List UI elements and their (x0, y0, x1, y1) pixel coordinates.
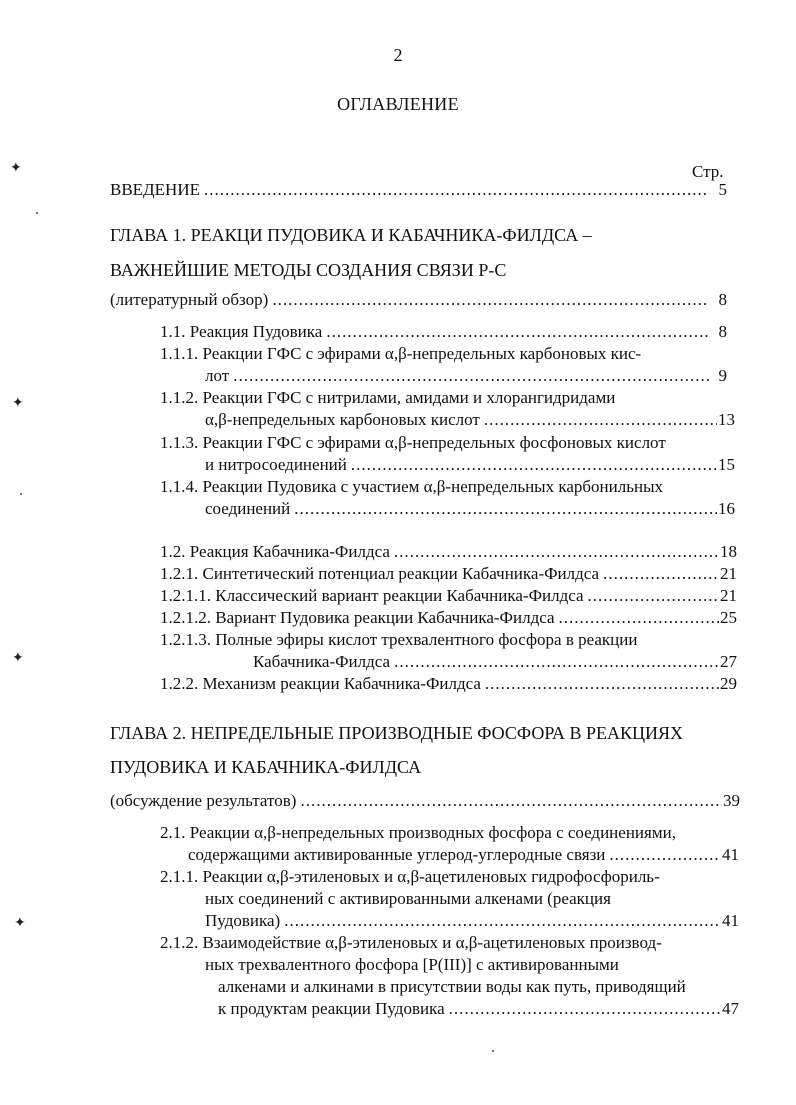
toc-entry-page: 8 (718, 290, 727, 309)
toc-entry-1-2[interactable] (160, 542, 737, 562)
page-column-header: Стр. (692, 162, 724, 181)
leader-dots (347, 455, 717, 475)
toc-entry-2-1-1-label[interactable]: 2.1.1. Реакции α,β-этиленовых и α,β-ацетиленовых гидрофосфориль- (160, 867, 660, 886)
toc-entry-page: 5 (718, 180, 727, 199)
toc-entry-2-1-cont[interactable] (188, 845, 739, 865)
toc-entry-1-1-1-cont[interactable] (205, 366, 727, 386)
toc-entry-2-1-2-mid1: ных трехвалентного фосфора [P(III)] с активированными (205, 955, 619, 974)
toc-entry-page: 9 (718, 366, 727, 385)
toc-entry-label: соединений (205, 499, 291, 518)
toc-entry-1-1-2-cont[interactable] (205, 410, 735, 430)
toc-entry-intro[interactable] (110, 180, 727, 200)
scan-mark-icon: ✦ (12, 396, 24, 411)
leader-dots (599, 564, 719, 584)
toc-entry-page: 15 (718, 455, 735, 474)
leader-dots (445, 999, 721, 1019)
toc-entry-1-2-1-2[interactable] (160, 608, 737, 628)
toc-entry-1-1-4-label[interactable]: 1.1.4. Реакции Пудовика с участием α,β-непредельных карбонильных (160, 477, 664, 496)
toc-entry-1-1-3-cont[interactable] (205, 455, 735, 475)
toc-entry-2-1-label[interactable]: 2.1. Реакции α,β-непредельных производных фосфора с соединениями, (160, 823, 676, 842)
toc-entry-label: (обсуждение результатов) (110, 791, 297, 810)
leader-dots (200, 180, 709, 200)
toc-entry-1-1-1-label[interactable]: 1.1.1. Реакции ГФС с эфирами α,β-непредельных карбоновых кис- (160, 344, 642, 363)
toc-entry-page: 41 (722, 845, 739, 864)
toc-entry-1-2-2[interactable] (160, 674, 737, 694)
toc-entry-page: 8 (718, 322, 727, 341)
leader-dots (390, 542, 719, 562)
toc-entry-2-1-1-cont[interactable] (205, 911, 739, 931)
chapter2-heading-line2[interactable]: ПУДОВИКА И КАБАЧНИКА-ФИЛДСА (110, 757, 422, 777)
scan-mark-icon: ✦ (10, 161, 22, 176)
toc-entry-1-2-1[interactable] (160, 564, 737, 584)
page-number: 2 (393, 45, 403, 65)
chapter2-heading-line1[interactable]: ГЛАВА 2. НЕПРЕДЕЛЬНЫЕ ПРОИЗВОДНЫЕ ФОСФОРА В РЕАКЦИЯХ (110, 723, 684, 743)
toc-entry-1-2-1-1[interactable] (160, 586, 737, 606)
toc-entry-1-2-1-3-label[interactable]: 1.2.1.3. Полные эфиры кислот трехвалентного фосфора в реакции (160, 630, 638, 649)
toc-entry-1-1-4-cont[interactable] (205, 499, 735, 519)
toc-entry-label: к продуктам реакции Пудовика (218, 999, 445, 1018)
chapter1-heading-line1[interactable]: ГЛАВА 1. РЕАКЦИ ПУДОВИКА И КАБАЧНИКА-ФИЛДСА – (110, 225, 592, 245)
toc-entry-label: содержащими активированные углерод-углеродные связи (188, 845, 606, 864)
leader-dots (584, 586, 719, 606)
chapter1-heading-line2[interactable]: ВАЖНЕЙШИЕ МЕТОДЫ СОЗДАНИЯ СВЯЗИ Р-С (110, 260, 507, 280)
toc-entry-1-1-3-label[interactable]: 1.1.3. Реакции ГФС с эфирами α,β-непредельных фосфоновых кислот (160, 433, 666, 452)
toc-entry-2-1-2-mid2: алкенами и алкинами в присутствии воды как путь, приводящий (218, 977, 686, 996)
toc-entry-page: 41 (722, 911, 739, 930)
toc-entry-page: 21 (720, 564, 737, 583)
page-title: ОГЛАВЛЕНИЕ (337, 94, 459, 114)
scan-mark-icon: ✦ (14, 916, 26, 931)
toc-entry-label: 1.2.1.2. Вариант Пудовика реакции Кабачника-Филдса (160, 608, 555, 627)
toc-entry-page: 21 (720, 586, 737, 605)
toc-entry-page: 39 (723, 791, 740, 810)
scan-speck (36, 212, 38, 214)
scan-mark-icon: ✦ (12, 651, 24, 666)
toc-entry-2-1-1-mid: ных соединений с активированными алкенами (реакция (205, 889, 611, 908)
toc-entry-label: Пудовика) (205, 911, 281, 930)
leader-dots (605, 845, 721, 865)
toc-entry-page: 18 (720, 542, 737, 561)
toc-entry-2-1-2-label[interactable]: 2.1.2. Взаимодействие α,β-этиленовых и α,β-ацетиленовых производ- (160, 933, 662, 952)
toc-entry-label: 1.2. Реакция Кабачника-Филдса (160, 542, 390, 561)
toc-entry-chapter2-discussion[interactable] (110, 791, 740, 811)
toc-entry-page: 13 (718, 410, 735, 429)
toc-entry-page: 27 (720, 652, 737, 671)
toc-entry-label: и нитросоединений (205, 455, 347, 474)
leader-dots (280, 911, 721, 931)
toc-entry-1-2-1-3-cont[interactable] (253, 652, 737, 672)
leader-dots (481, 674, 719, 694)
toc-entry-page: 16 (718, 499, 735, 518)
toc-entry-page: 25 (720, 608, 737, 627)
toc-entry-label: Кабачника-Филдса (253, 652, 391, 671)
scan-speck (492, 1050, 494, 1052)
toc-entry-label: лот (205, 366, 230, 385)
toc-entry-page: 29 (720, 674, 737, 693)
leader-dots (268, 290, 709, 310)
toc-entry-label: (литературный обзор) (110, 290, 269, 309)
toc-entry-page: 47 (722, 999, 739, 1018)
toc-entry-1-1-2-label[interactable]: 1.1.2. Реакции ГФС с нитрилами, амидами и хлорангидридами (160, 388, 616, 407)
leader-dots (290, 499, 717, 519)
toc-entry-label: 1.2.1.1. Классический вариант реакции Кабачника-Филдса (160, 586, 584, 605)
toc-entry-label: ВВЕДЕНИЕ (110, 180, 200, 199)
toc-entry-label: 1.1. Реакция Пудовика (160, 322, 323, 341)
toc-entry-2-1-2-cont[interactable] (218, 999, 739, 1019)
scan-speck (20, 493, 22, 495)
leader-dots (296, 791, 722, 811)
toc-entry-1-1[interactable] (160, 322, 727, 342)
leader-dots (555, 608, 719, 628)
toc-entry-label: 1.2.1. Синтетический потенциал реакции Кабачника-Филдса (160, 564, 600, 583)
leader-dots (322, 322, 709, 342)
toc-entry-label: 1.2.2. Механизм реакции Кабачника-Филдса (160, 674, 481, 693)
leader-dots (480, 410, 717, 430)
toc-entry-chapter1-review[interactable] (110, 290, 727, 310)
leader-dots (229, 366, 709, 386)
leader-dots (390, 652, 719, 672)
toc-entry-label: α,β-непредельных карбоновых кислот (205, 410, 480, 429)
